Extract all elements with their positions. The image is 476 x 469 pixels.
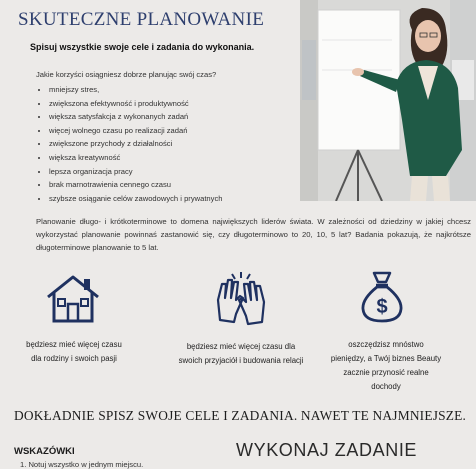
- house-icon: [44, 273, 102, 330]
- banner-heading: DOKŁADNIE SPISZ SWOJE CELE I ZADANIA. NAWET TE NAJMNIEJSZE.: [14, 408, 467, 423]
- tip-item: 1. Notuj wszystko w jednym miejscu.: [20, 460, 144, 469]
- benefits-intro: Jakie korzyści osiągniesz dobrze planując swój czas?: [36, 70, 217, 79]
- benefits-list: [36, 83, 222, 205]
- task-heading: WYKONAJ ZADANIE: [236, 440, 418, 460]
- list-item: • szybsze osiąganie celów zawodowych i prywatnych: [49, 192, 222, 206]
- list-item: • brak marnotrawienia cennego czasu: [49, 178, 222, 192]
- planning-paragraph: Planowanie długo- i krótkoterminowe to domena największych liderów świata. W zależności od dziedziny w jakiej chcesz wykorzystać planowanie powinnaś zastanowić się, czy długoterminowo to 20, 10, 5 lat? Badania pokazują, że najkrótsze długoterminowe planowanie to 5 lat.: [36, 217, 471, 252]
- presenter-illustration: [300, 0, 476, 201]
- list-item: • większa satysfakcja z wykonanych zadań: [49, 110, 222, 124]
- svg-text:$: $: [376, 296, 388, 318]
- list-item: • zwiększone przychody z działalności: [49, 137, 222, 151]
- feature-caption-money: oszczędzisz mnóstwo pieniędzy, a Twój biznes Beauty zacznie przynosić realne dochody: [330, 340, 442, 391]
- money-bag-icon: [358, 269, 406, 328]
- list-item: • więcej wolnego czasu po realizacji zadań: [49, 124, 222, 138]
- subtitle: Spisuj wszystkie swoje cele i zadania do wykonania.: [30, 42, 255, 52]
- list-item: • mniejszy stres,: [49, 83, 222, 97]
- list-item: • lepsza organizacja pracy: [49, 165, 222, 179]
- feature-caption-friends: będziesz mieć więcej czasu dla swoich przyjaciół i budowania relacji: [178, 342, 304, 365]
- high-five-icon: [212, 270, 270, 331]
- presenter-photo: [300, 0, 476, 201]
- page-title: SKUTECZNE PLANOWANIE: [18, 9, 265, 30]
- tips-heading: WSKAZÓWKI: [14, 446, 75, 457]
- feature-caption-family: będziesz mieć więcej czasu dla rodziny i swoich pasji: [26, 340, 122, 363]
- list-item: • większa kreatywność: [49, 151, 222, 165]
- list-item: • zwiększona efektywność i produktywność: [49, 97, 222, 111]
